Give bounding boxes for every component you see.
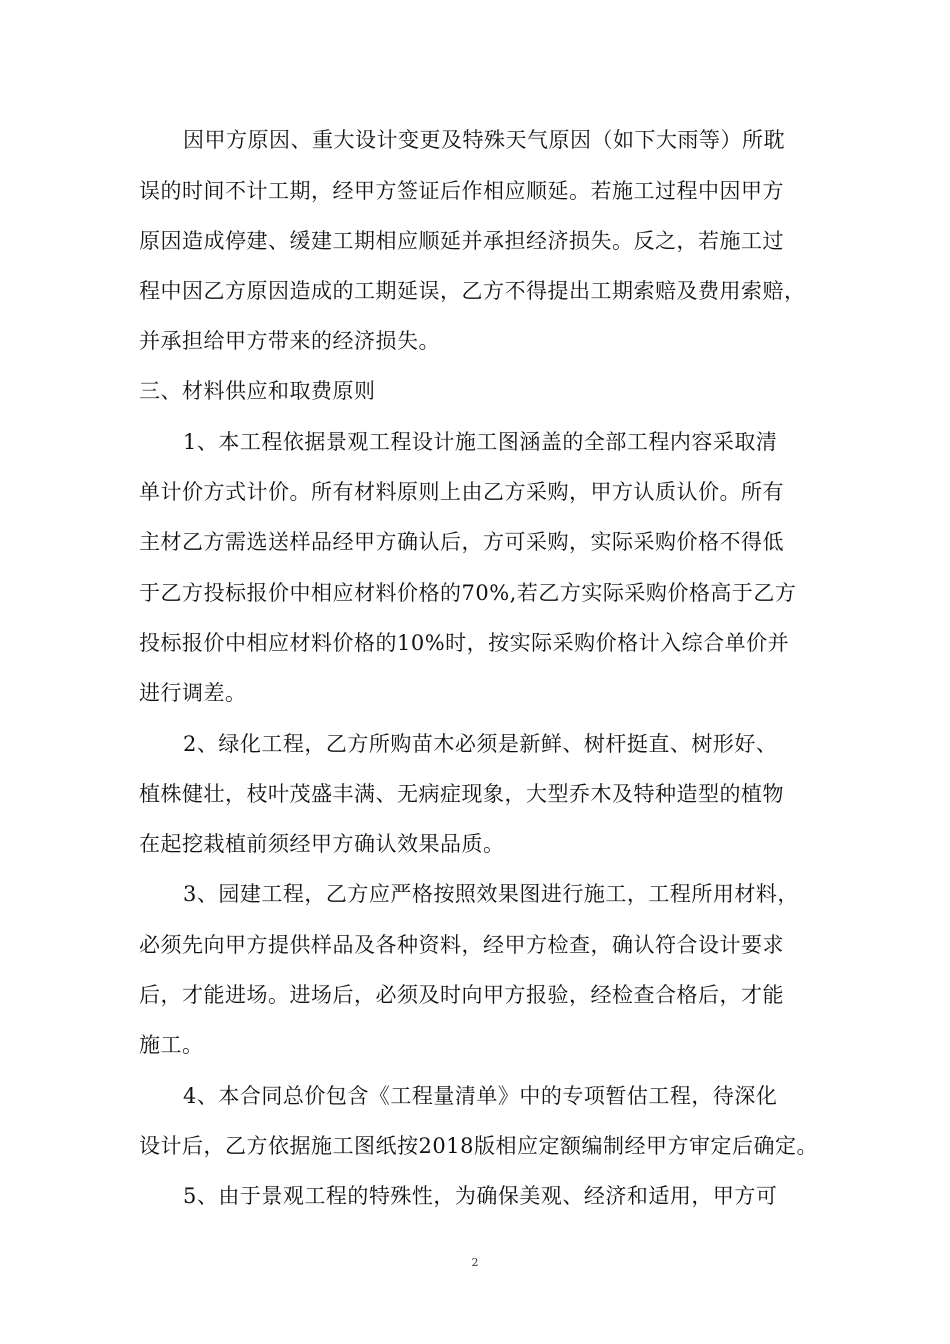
paragraph-line: 在起挖栽植前须经甲方确认效果品质。	[139, 832, 505, 856]
paragraph-line: 4、本合同总价包含《工程量清单》中的专项暂估工程，待深化	[183, 1084, 778, 1108]
paragraph-line: 后，才能进场。进场后，必须及时向甲方报验，经检查合格后，才能	[139, 983, 784, 1007]
paragraph-line: 主材乙方需选送样品经甲方确认后，方可采购，实际采购价格不得低	[139, 530, 784, 554]
paragraph-line: 误的时间不计工期，经甲方签证后作相应顺延。若施工过程中因甲方	[139, 179, 784, 203]
paragraph-line: 于乙方投标报价中相应材料价格的70%,若乙方实际采购价格高于乙方	[139, 581, 797, 605]
page-number: 2	[471, 1256, 479, 1269]
paragraph-line: 进行调差。	[139, 681, 247, 705]
paragraph-line: 因甲方原因、重大设计变更及特殊天气原因（如下大雨等）所耽	[183, 128, 785, 152]
paragraph-line: 必须先向甲方提供样品及各种资料，经甲方检查，确认符合设计要求	[139, 933, 784, 957]
paragraph-line: 2、绿化工程，乙方所购苗木必须是新鲜、树杆挺直、树形好、	[183, 732, 778, 756]
paragraph-line: 设计后，乙方依据施工图纸按2018版相应定额编制经甲方审定后确定。	[139, 1134, 818, 1158]
paragraph-line: 5、由于景观工程的特殊性，为确保美观、经济和适用，甲方可	[183, 1184, 778, 1208]
section-heading: 三、材料供应和取费原则	[139, 379, 376, 403]
paragraph-line: 单计价方式计价。所有材料原则上由乙方采购，甲方认质认价。所有	[139, 480, 784, 504]
paragraph-line: 并承担给甲方带来的经济损失。	[139, 329, 440, 353]
paragraph-line: 1、本工程依据景观工程设计施工图涵盖的全部工程内容采取清	[183, 430, 778, 454]
paragraph-line: 原因造成停建、缓建工期相应顺延并承担经济损失。反之，若施工过	[139, 229, 784, 253]
paragraph-line: 3、园建工程，乙方应严格按照效果图进行施工，工程所用材料，	[183, 882, 799, 906]
paragraph-line: 程中因乙方原因造成的工期延误，乙方不得提出工期索赔及费用索赔，	[139, 279, 806, 303]
paragraph-line: 施工。	[139, 1033, 204, 1057]
paragraph-line: 植株健壮，枝叶茂盛丰满、无病症现象，大型乔木及特种造型的植物	[139, 782, 784, 806]
paragraph-line: 投标报价中相应材料价格的10%时，按实际采购价格计入综合单价并	[139, 631, 790, 655]
